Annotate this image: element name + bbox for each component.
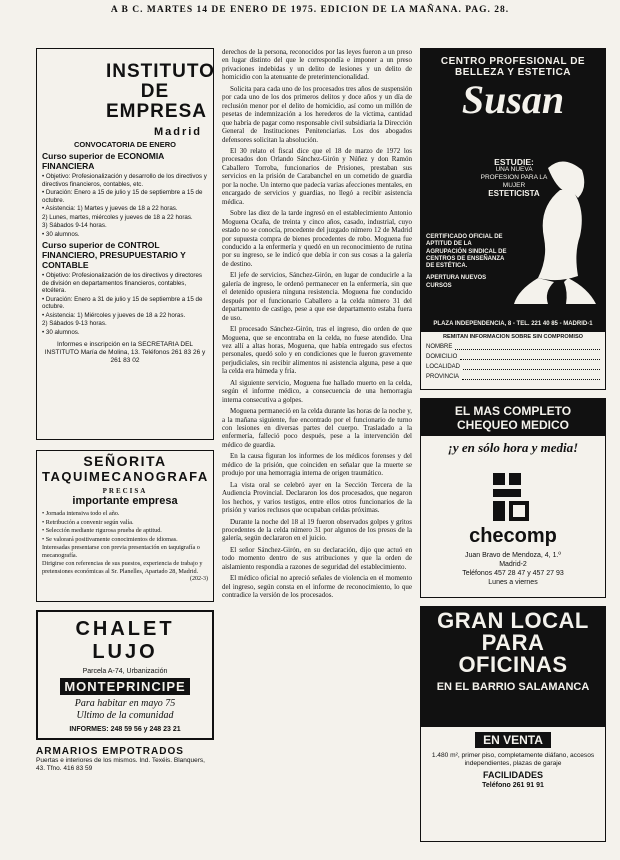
instituto-footer: Informes e inscripción en la SECRETARIA DEL INSTITUTO María de Molina, 13. Teléfonos 261 83 26 y 261 83 02 xyxy=(44,341,206,364)
chequeo-ad xyxy=(420,398,606,598)
instituto-city: Madrid xyxy=(153,126,202,138)
article-paragraph: Solicita para cada uno de los procesados tres años de suspensión por cada uno de los dos primeros delitos y doce años y un día de reclusión menor por el delito de homicidio, así como un millón de pesetas de indemnización a los herederos de la víctima, cantidad que habría de pagar como responsable civil subsidiaria la Dirección General de Instituciones Penitenciarias. Los dos abogados defensores solicitan la absolución. xyxy=(222,84,412,144)
form-field[interactable]: PROVINCIA xyxy=(426,370,600,380)
article-paragraph: El procesado Sánchez-Girón, tras el ingreso, dio orden de que Moguena, que se encontraba en la celda, no fuese atendido. Una vez allí a altas horas, Moguena, que había entregado sus efectos personales, quedó solo y en condiciones que le fueron gravemente perjudiciales, sin recibir alimentos ni asistencia alguna, pese a que la celda era húmeda y fría. xyxy=(222,325,412,376)
susan-ad xyxy=(420,48,606,332)
form-field[interactable]: DOMICILIO xyxy=(426,350,600,360)
article-paragraph: La vista oral se celebró ayer en la Sección Tercera de la Audiencia Provincial. Declararon los dos procesados, que negaron los hechos, y varios testigos, entre ellos otros funcionarios de la prisión y varios reclusos que ocupaban celdas próximas. xyxy=(222,480,412,515)
article-paragraph: Durante la noche del 18 al 19 fueron observados golpes y gritos procedentes de la celda número 31 por algunos de los presos de la galería, según declararon en el juicio. xyxy=(222,517,412,543)
curso2-title: Curso superior de CONTROL FINANCIERO, PRESUPUESTARIO Y CONTABLE xyxy=(42,240,186,270)
form-field[interactable]: NOMBRE xyxy=(426,340,600,350)
left-column xyxy=(36,48,214,773)
chequeo-title: EL MAS COMPLETO CHEQUEO MEDICO xyxy=(421,399,605,436)
article-paragraph: Al siguiente servicio, Moguena fue hallado muerto en la celda, según el informe médico, a consecuencia de una hemorragia interna consecutiva a golpes. xyxy=(222,378,412,404)
senorita-items: • Jornada intensiva todo el año. • Retribución a convenir según valía. • Selección mediante rigurosa prueba de aptitud. • Se valorará positivamente conocimientos de idiomas. Interesadas presentarse con previa presentación en taquigrafía o mecanografía. Dirigirse con referencias de sus puestos, experiencia de trabajo y pretensiones económicas al Sr. Planelles, Apartado 28, Madrid. xyxy=(42,510,203,575)
susan-form-header: REMITAN INFORMACION SOBRE SIN COMPROMISO xyxy=(442,334,584,340)
curso2-details: • Objetivo: Profesionalización de los directivos y directores de división en departamentos financieros, contables, etcétera. • Duración: Enero a 31 de julio y 15 de septiembre a 15 de octubre. • Asistencia: 1) Miércoles y jueves de 18 a 22 horas. 2) Sábados 9-13 horas. • 30 alumnos. xyxy=(42,272,203,336)
senorita-ad xyxy=(36,450,214,602)
senorita-title: SEÑORITA xyxy=(83,453,167,469)
chalet-title: CHALET LUJO xyxy=(75,618,175,663)
barrio-label: EN EL BARRIO SALAMANCA xyxy=(436,681,590,693)
article-paragraph: El jefe de servicios, Sánchez-Girón, en lugar de conducirle a la galería de ingreso, le ordenó permanecer en la enfermería, sin que el detenido opusiera ninguna resistencia. Moguena fue conducido después por el funcionario Caballero a la celda número 31 del departamento de castigo, pese a que ese departamento estaba fuera de uso. xyxy=(222,271,412,322)
susan-top: CENTRO PROFESIONAL DE BELLEZA Y ESTETICA xyxy=(440,56,586,78)
gran-local-ad: GRAN LOCAL PARA OFICINAS EN EL BARRIO SALAMANCA xyxy=(420,606,606,726)
venta-tel: Teléfono 261 91 91 xyxy=(482,782,544,789)
chalet-brand: MONTEPRINCIPE xyxy=(60,678,190,695)
armarios-ad xyxy=(36,746,214,773)
precisa-label: PRECISA xyxy=(102,487,148,495)
chalet-informes: INFORMES: 248 59 56 y 248 23 21 xyxy=(69,726,181,733)
empresa-label: importante empresa xyxy=(72,495,178,507)
susan-logo: Susan xyxy=(461,77,565,122)
woman-figure-illustration xyxy=(508,158,600,308)
article-paragraph: El médico oficial no apreció señales de violencia en el momento del ingreso, según consta en el informe de reconocimiento, lo que contradice la versión de los procesados. xyxy=(222,574,412,600)
article-paragraph: El 30 relato el fiscal dice que el 18 de marzo de 1972 los procesados don Orlando Sánchez-Girón y Núñez y don Ramón Caballero Torroba, funcionarios de Prisiones, prestaban sus servicios en la prisión de Carabanchel en un cometido de guardia por la noche. Un interno que padecía varias afecciones mentales, en encargado de servicios y guardias, no llegó a recibir asistencia médica. xyxy=(222,146,412,206)
right-column xyxy=(420,48,606,842)
article-paragraph: Moguena permaneció en la celda durante las horas de la noche y, a la mañana siguiente, fue encontrado por el funcionario de turno con lesiones en diversas partes del cuerpo. Trasladado a la enfermería, falleció poco después, pese a la intervención del médico de guardia. xyxy=(222,407,412,449)
venta-title: EN VENTA xyxy=(475,732,551,748)
article-paragraph: derechos de la persona, reconocidos por las leyes fueron a un preso en lugar distinto del que le correspondía e imponer a un preso privaciones indebidas y un delito de lesiones y un delito de homicidio con la atenuante de preterintencionalidad. xyxy=(222,48,412,82)
form-field[interactable]: LOCALIDAD xyxy=(426,360,600,370)
venta-desc: 1.480 m², primer piso, completamente diáfano, accesos independientes, plazas de garaje xyxy=(431,752,595,767)
checomp-logo-icon xyxy=(485,469,541,525)
chequeo-address: Juan Bravo de Mendoza, 4, 1.º Madrid-2 Teléfonos 457 28 47 y 457 27 93 Lunes a viernes xyxy=(462,552,564,586)
chequeo-slogan: ¡y en sólo hora y media! xyxy=(447,440,579,455)
chalet-parcela: Parcela A-74, Urbanización xyxy=(82,668,168,675)
article-paragraph: Sobre las diez de la tarde ingresó en el establecimiento Antonio Moguena Ocaña, de treinta y cinco años, casado, industrial, cuyo estado no se conocía, procedente del juzgado número 12 de Madrid por supuesta compra de bienes procedentes de robo. Moguena fue conducido a la enfermería y quedó en un reconocimiento de rutina por su ingreso, se le indicó que debía ir con sus cosas a la galería de destino. xyxy=(222,209,412,268)
article-column xyxy=(222,48,412,603)
susan-estudie: ESTUDIE: UNA NUEVA PROFESION PARA LA MUJER ESTETICISTA xyxy=(480,157,548,198)
convocatoria: CONVOCATORIA DE ENERO xyxy=(74,140,176,149)
venta-ad xyxy=(420,726,606,842)
curso1-title: Curso superior de ECONOMIA FINANCIERA xyxy=(42,151,165,171)
curso1-details: • Objetivo: Profesionalización y desarrollo de los directivos y directivos financieros, contables, etc. • Duración: Enero a 15 de julio y 15 de septiembre a 15 de octubre. • Asistencia: 1) Martes y jueves de 18 a 22 horas. 2) Lunes, martes, miércoles y jueves de 18 a 22 horas. 3) Sábados 9-14 horas. • 30 alumnos. xyxy=(42,173,207,238)
senorita-ref: (202-3) xyxy=(190,576,208,582)
checomp-brand: checomp xyxy=(469,525,557,547)
chalet-habitar-2: Ultimo de la comunidad xyxy=(76,710,174,721)
armarios-title: ARMARIOS EMPOTRADOS xyxy=(36,746,184,757)
susan-form xyxy=(420,332,606,390)
taquimecanografa-title: TAQUIMECANOGRAFA xyxy=(42,469,209,484)
venta-facilidades: FACILIDADES xyxy=(482,770,543,780)
armarios-desc: Puertas e interiores de los mismos. Ind. Texéis. Blanquers, 43. Tfno. 416 83 59 xyxy=(36,757,205,772)
instituto-ad xyxy=(36,48,214,440)
instituto-logo: INSTITUTO DE EMPRESA xyxy=(106,61,215,122)
chalet-ad xyxy=(36,610,214,740)
article-paragraph: En la causa figuran los informes de los médicos forenses y del médico de la prisión, que coinciden en señalar que la muerte se produjo por una hemorragia interna de origen traumático. xyxy=(222,452,412,478)
article-paragraph: El señor Sánchez-Girón, en su declaración, dijo que actuó en todo momento dentro de sus atribuciones y que la orden de aislamiento respondía a razones de seguridad del establecimiento. xyxy=(222,545,412,571)
susan-address: PLAZA INDEPENDENCIA, 8 - TEL. 221 40 85 - MADRID-1 xyxy=(433,321,593,327)
susan-certificado: CERTIFICADO OFICIAL DE APTITUD DE LA AGRUPACIÓN SINDICAL DE CENTROS DE ENSEÑANZA DE ESTÉTICA. APERTURA NUEVOS CURSOS xyxy=(426,234,507,289)
chalet-habitar-1: Para habitar en mayo 75 xyxy=(74,698,176,709)
page-header: A B C. MARTES 14 DE ENERO DE 1975. EDICION DE LA MAÑANA. PAG. 28. xyxy=(110,5,510,15)
